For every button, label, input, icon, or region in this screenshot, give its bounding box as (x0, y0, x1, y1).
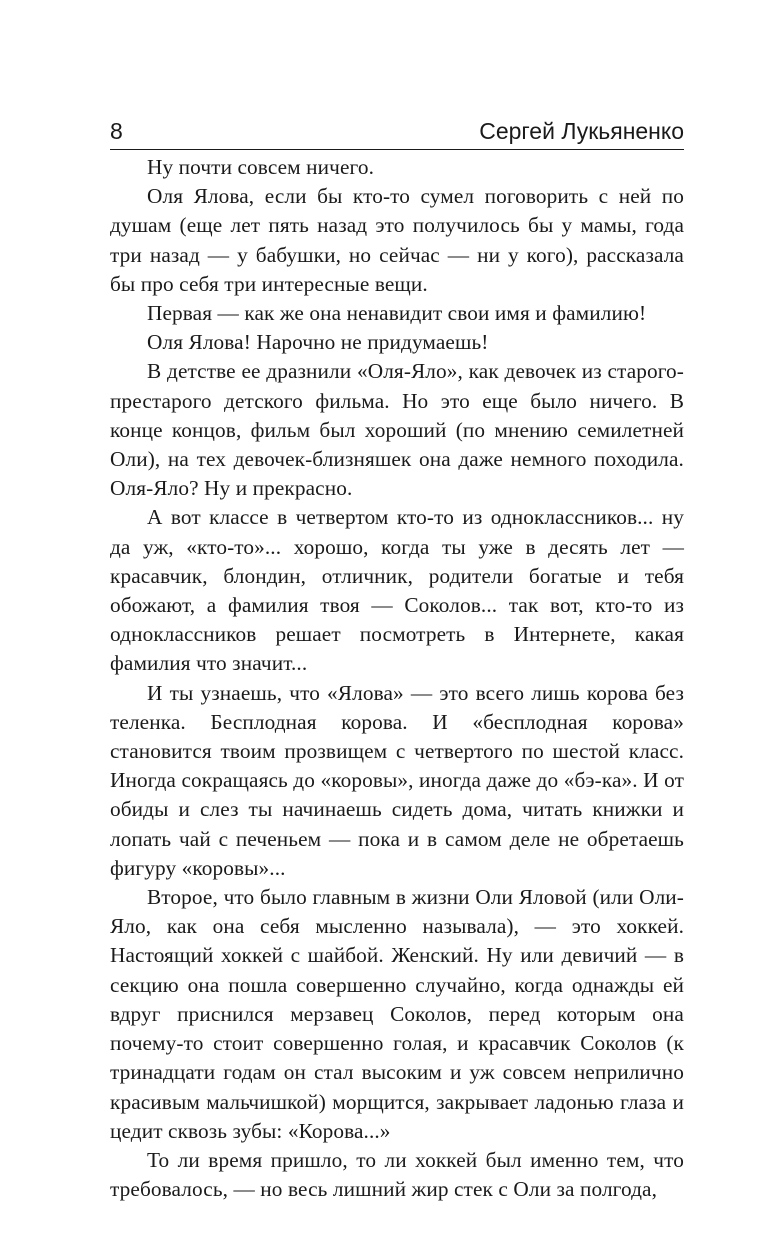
paragraph: Ну почти совсем ничего. (147, 155, 375, 179)
paragraph: Оля Ялова! Нарочно не придумаешь! (147, 330, 489, 355)
header-rule (110, 149, 684, 150)
paragraph: В детстве ее дразнили «Оля-Яло», как девочек из старого-престарого детского фильма. Но это еще было ничего. В конце концов, фильм был хороший (по мнению семилетней Оли), на тех девочек-близняшек она даже немного походила. Оля-Яло? Ну и прекрасно. (110, 359, 684, 501)
paragraph: Второе, что было главным в жизни Оли Яловой (или Оли-Яло, как она себя мысленно называла), — это хоккей. Настоящий хоккей с шайбой. Женский. Ну или девичий — в секцию она пошла совершенно случайно, когда однажды ей вдруг приснился мерзавец Соколов, перед которым она почему-то стоит совершенно голая, и красавчик Соколов (к тринадцати годам он стал высоким и уж совсем неприлично красивым мальчишкой) морщится, закрывает ладонью глаза и цедит сквозь зубы: «Корова...» (110, 885, 684, 1143)
running-head-author: Сергей Лукьяненко (479, 118, 684, 144)
page-number: 8 (110, 118, 123, 144)
paragraph: То ли время пришло, то ли хоккей был именно тем, что требовалось, — но весь лишний жир стек с Оли за полгода, (110, 1147, 684, 1202)
paragraph: Первая — как же она ненавидит свои имя и фамилию! (147, 301, 647, 326)
page-header (110, 116, 684, 150)
paragraph: А вот классе в четвертом кто-то из одноклассников... ну да уж, «кто-то»... хорошо, когда ты уже в десять лет — красавчик, блондин, отличник, родители богатые и тебя обожают, а фамилия твоя — Соколов... так вот, кто-то из одноклассников решает посмотреть в Интернете, какая фамилия что значит... (110, 505, 684, 676)
paragraph: Оля Ялова, если бы кто-то сумел поговорить с ней по душам (еще лет пять назад это получилось бы у мамы, года три назад — у бабушки, но сейчас — ни у кого), рассказала бы про себя три интересные вещи. (110, 184, 684, 296)
paragraph: И ты узнаешь, что «Ялова» — это всего лишь корова без теленка. Бесплодная корова. И «бесплодная корова» становится твоим прозвищем с четвертого по шестой класс. Иногда сокращаясь до «коровы», иногда даже до «бэ-ка». И от обиды и слез ты начинаешь сидеть дома, читать книжки и лопать чай с печеньем — пока и в самом деле не обретаешь фигуру «коровы»... (110, 680, 684, 880)
body-text (110, 153, 684, 1204)
